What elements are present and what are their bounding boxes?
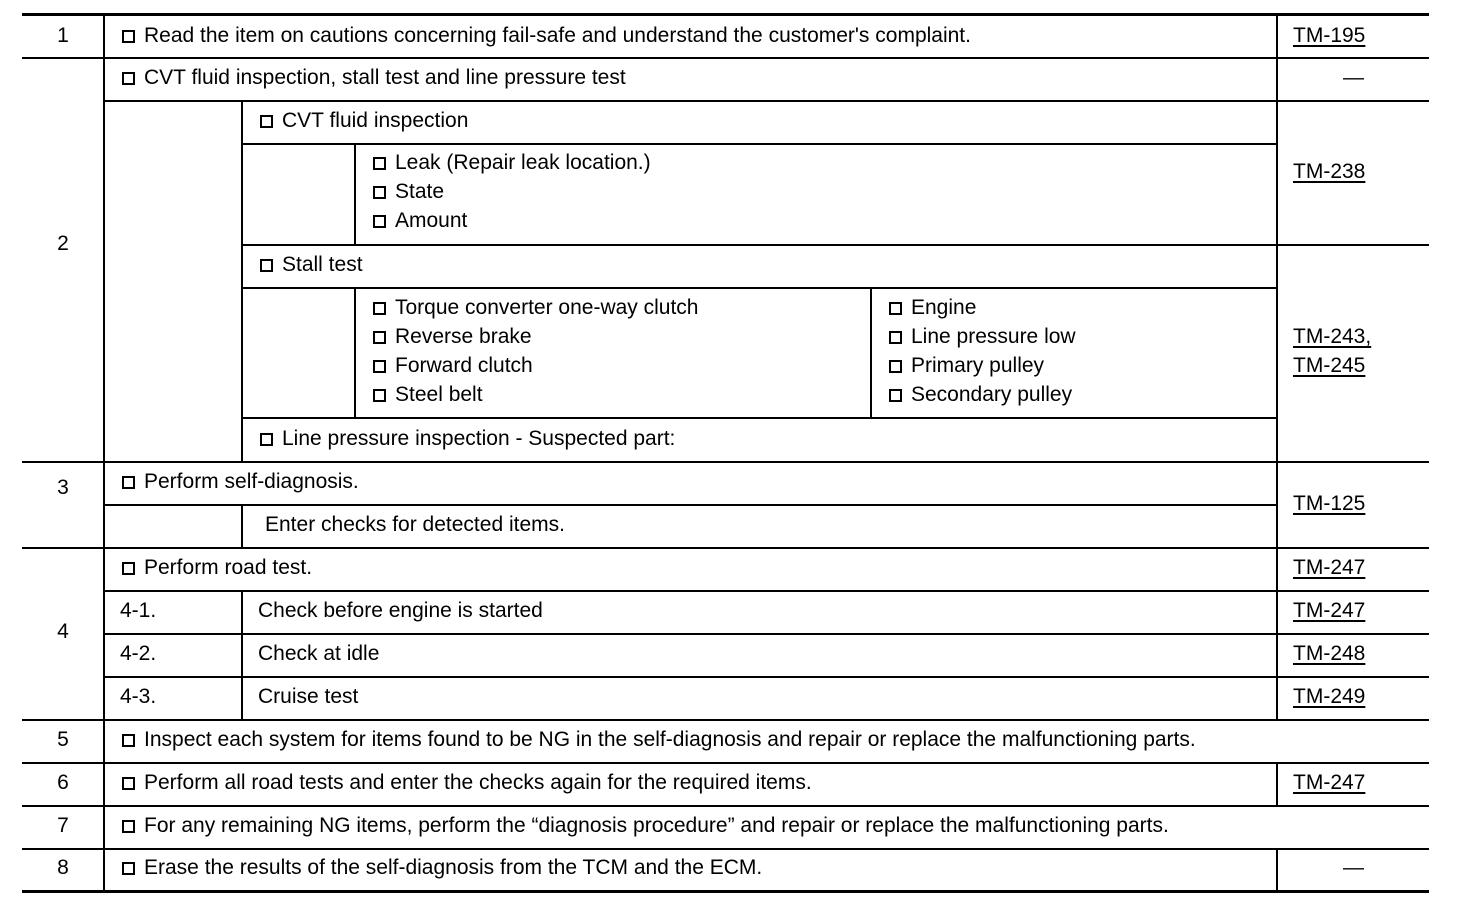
stall-check-label: Steel belt [395,383,483,406]
fluid-check-item[interactable] [373,206,651,235]
checkbox[interactable] [889,302,902,315]
fluid-checklist [373,148,651,235]
ref-none: — [1343,856,1364,879]
step-6-item[interactable] [122,768,812,797]
checkbox[interactable] [889,331,902,344]
fluid-check-label: State [395,180,445,203]
step-number: 6 [57,771,69,794]
step-number: 3 [57,476,69,499]
rule [104,676,1429,678]
step-4-text: Perform road test. [144,556,313,579]
ref-link[interactable]: TM-125 [1293,492,1366,515]
checkbox[interactable] [122,562,135,575]
fluid-check-item[interactable] [373,148,651,177]
checkbox[interactable] [122,72,135,85]
rule-v [241,101,243,462]
step-1-item[interactable] [122,21,971,50]
ref-link[interactable]: TM-248 [1293,642,1366,665]
step-number: 8 [57,856,69,879]
stall-test-label: Stall test [282,253,363,276]
step-number: 4 [57,620,69,643]
checkbox[interactable] [122,862,135,875]
rule [104,504,1277,506]
stall-checklist-left [373,293,699,409]
step-5-text: Inspect each system for items found to be NG in the self-diagnosis and repair or replace the malfunctioning parts. [144,728,1196,751]
rule-bottom [22,890,1429,893]
rule [242,417,1277,419]
cvt-fluid-inspection-label: CVT fluid inspection [282,109,469,132]
stall-check-item[interactable] [889,380,1076,409]
ref-none: — [1343,66,1364,89]
rule-top [22,13,1429,16]
rule [242,244,1429,246]
stall-check-label: Engine [911,296,977,319]
step-2-header-item[interactable] [122,63,626,92]
checkbox[interactable] [373,331,386,344]
step-8-text: Erase the results of the self-diagnosis from the TCM and the ECM. [144,856,763,879]
checkbox[interactable] [122,820,135,833]
step-6-text: Perform all road tests and enter the checks again for the required items. [144,771,812,794]
stall-check-item[interactable] [373,351,699,380]
stall-check-label: Forward clutch [395,354,533,377]
checkbox[interactable] [260,115,273,128]
step-3-text: Perform self-diagnosis. [144,470,359,493]
stall-check-item[interactable] [373,380,699,409]
step-7-text: For any remaining NG items, perform the “diagnosis procedure” and repair or replace the malfunctioning parts. [144,814,1169,837]
rule [242,143,1277,145]
checkbox[interactable] [373,186,386,199]
checkbox[interactable] [373,302,386,315]
stall-check-label: Line pressure low [911,325,1076,348]
ref-link[interactable]: TM-247 [1293,599,1366,622]
rule [104,100,1429,102]
stall-check-label: Torque converter one-way clutch [395,296,699,319]
stall-check-item[interactable] [373,322,699,351]
fluid-check-label: Leak (Repair leak location.) [395,151,651,174]
rule [242,287,1277,289]
step-7-item[interactable] [122,811,1169,840]
rule [22,719,1429,721]
ref-link[interactable]: TM-247 [1293,556,1366,579]
stall-check-item[interactable] [889,322,1076,351]
checkbox[interactable] [373,157,386,170]
stall-check-label: Primary pulley [911,354,1045,377]
rule-v [354,144,356,245]
substep-label: Check at idle [258,642,380,665]
step-3-item[interactable] [122,467,359,496]
fluid-check-label: Amount [395,209,468,232]
rule [22,547,1429,549]
stall-checklist-right [889,293,1076,409]
stall-test-item[interactable] [260,250,363,279]
checkbox[interactable] [122,30,135,43]
checkbox[interactable] [260,259,273,272]
checkbox[interactable] [889,360,902,373]
step-number: 2 [57,232,69,255]
substep-id: 4-2. [120,642,157,665]
substep-label: Cruise test [258,685,359,708]
checkbox[interactable] [122,734,135,747]
ref-link[interactable]: TM-238 [1293,160,1366,183]
stall-check-item[interactable] [373,293,699,322]
rule-v [1276,15,1278,59]
rule-v [241,591,243,720]
rule [22,461,1429,463]
checkbox[interactable] [373,360,386,373]
substep-id: 4-3. [120,685,157,708]
line-pressure-label: Line pressure inspection - Suspected part: [282,427,676,450]
cvt-fluid-inspection-item[interactable] [260,106,468,135]
ref-link[interactable]: TM-245 [1293,354,1366,377]
stall-ref-group [1293,322,1371,380]
fluid-check-item[interactable] [373,177,651,206]
checkbox[interactable] [122,777,135,790]
stall-check-item[interactable] [889,351,1076,380]
checkbox[interactable] [373,215,386,228]
ref-link[interactable]: TM-247 [1293,771,1366,794]
line-pressure-item[interactable] [260,424,675,453]
rule [104,590,1429,592]
step-5-item[interactable] [122,725,1196,754]
checkbox[interactable] [260,433,273,446]
rule [104,633,1429,635]
stall-check-item[interactable] [889,293,1076,322]
checkbox[interactable] [889,389,902,402]
ref-link[interactable]: TM-249 [1293,685,1366,708]
step-8-item[interactable] [122,853,762,882]
rule [22,57,1429,59]
rule [22,805,1429,807]
step-1-text: Read the item on cautions concerning fail-safe and understand the customer's complaint. [144,24,971,47]
substep-id: 4-1. [120,599,157,622]
step-4-item[interactable] [122,553,312,582]
step-3-subtext: Enter checks for detected items. [265,513,565,536]
rule-v [870,288,872,418]
substep-label: Check before engine is started [258,599,543,622]
rule-v [354,288,356,418]
checkbox[interactable] [122,476,135,489]
rule-v [241,505,243,548]
stall-check-label: Reverse brake [395,325,532,348]
checkbox[interactable] [373,389,386,402]
rule [22,848,1429,850]
step-number: 5 [57,728,69,751]
step-number: 1 [57,24,69,47]
ref-link[interactable]: TM-243, [1293,325,1372,348]
rule-v [1276,763,1278,806]
step-2-header-text: CVT fluid inspection, stall test and line pressure test [144,66,626,89]
step-number: 7 [57,814,69,837]
rule-v [103,15,105,891]
rule [22,762,1429,764]
stall-check-label: Secondary pulley [911,383,1073,406]
ref-link[interactable]: TM-195 [1293,24,1366,47]
rule-v [1276,58,1278,719]
